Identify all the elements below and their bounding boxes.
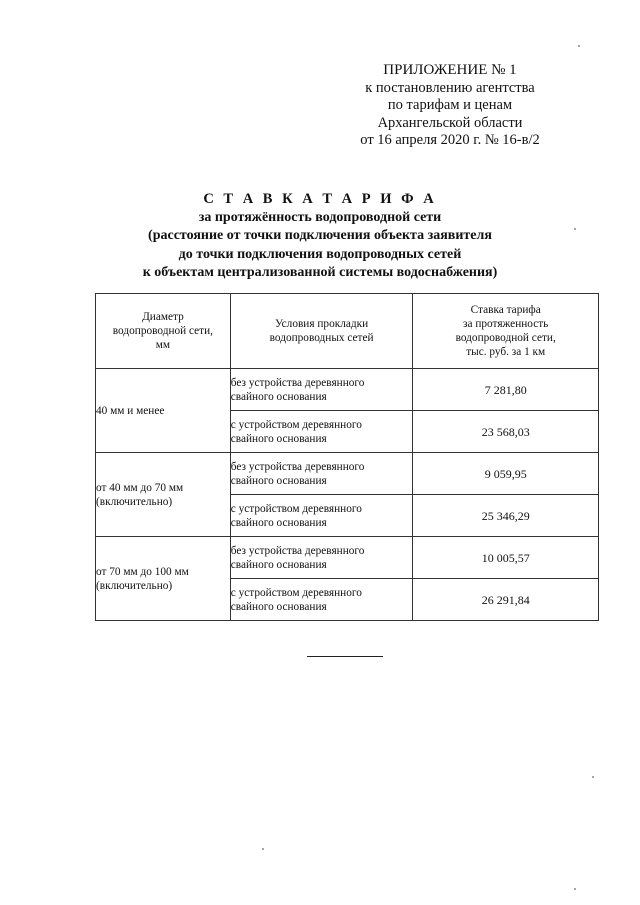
- rate-cell: 23 568,03: [413, 411, 599, 453]
- header-rate: Ставка тарифа за протяженность водопроводной сети, тыс. руб. за 1 км: [413, 294, 599, 369]
- rate-cell: 26 291,84: [413, 579, 599, 621]
- rate-cell: 7 281,80: [413, 369, 599, 411]
- rate-cell: 10 005,57: [413, 537, 599, 579]
- header-diameter: Диаметр водопроводной сети, мм: [96, 294, 231, 369]
- closing-rule: [307, 656, 383, 657]
- document-subtitle: к объектам централизованной системы водоснабжения): [142, 265, 498, 280]
- appendix-ref-line: Архангельской области: [377, 114, 523, 131]
- scan-speck: [574, 228, 576, 230]
- diameter-cell: 40 мм и менее: [96, 369, 231, 453]
- appendix-date: от 16 апреля 2020 г. № 16-в/2: [360, 132, 540, 148]
- condition-cell: без устройства деревянного свайного основания: [230, 453, 413, 495]
- document-title-block: [60, 190, 580, 283]
- condition-cell: с устройством деревянного свайного основания: [230, 579, 413, 621]
- appendix-ref-line: по тарифам и ценам: [387, 97, 513, 113]
- scan-speck: [262, 848, 264, 850]
- scan-speck: [574, 888, 576, 890]
- condition-cell: без устройства деревянного свайного основания: [230, 537, 413, 579]
- document-title: С Т А В К А Т А Р И Ф А: [203, 191, 437, 207]
- document-subtitle: до точки подключения водопроводных сетей: [178, 246, 462, 262]
- rate-cell: 25 346,29: [413, 495, 599, 537]
- condition-cell: без устройства деревянного свайного основания: [230, 369, 413, 411]
- header-conditions: Условия прокладки водопроводных сетей: [230, 294, 413, 369]
- table-header-row: [96, 294, 599, 369]
- scan-speck: [578, 45, 580, 47]
- scan-speck: [592, 776, 594, 778]
- diameter-cell: от 40 мм до 70 мм (включительно): [96, 453, 231, 537]
- table-row: [96, 453, 599, 495]
- document-subtitle: (расстояние от точки подключения объекта заявителя: [148, 228, 492, 243]
- appendix-ref-line: к постановлению агентства: [365, 79, 535, 96]
- document-subtitle: за протяжённость водопроводной сети: [198, 209, 442, 225]
- table-row: [96, 537, 599, 579]
- table-row: [96, 369, 599, 411]
- appendix-block: [340, 62, 560, 150]
- rate-cell: 9 059,95: [413, 453, 599, 495]
- tariff-table: [95, 293, 599, 621]
- condition-cell: с устройством деревянного свайного основания: [230, 411, 413, 453]
- condition-cell: с устройством деревянного свайного основания: [230, 495, 413, 537]
- diameter-cell: от 70 мм до 100 мм (включительно): [96, 537, 231, 621]
- appendix-number: ПРИЛОЖЕНИЕ № 1: [383, 62, 517, 78]
